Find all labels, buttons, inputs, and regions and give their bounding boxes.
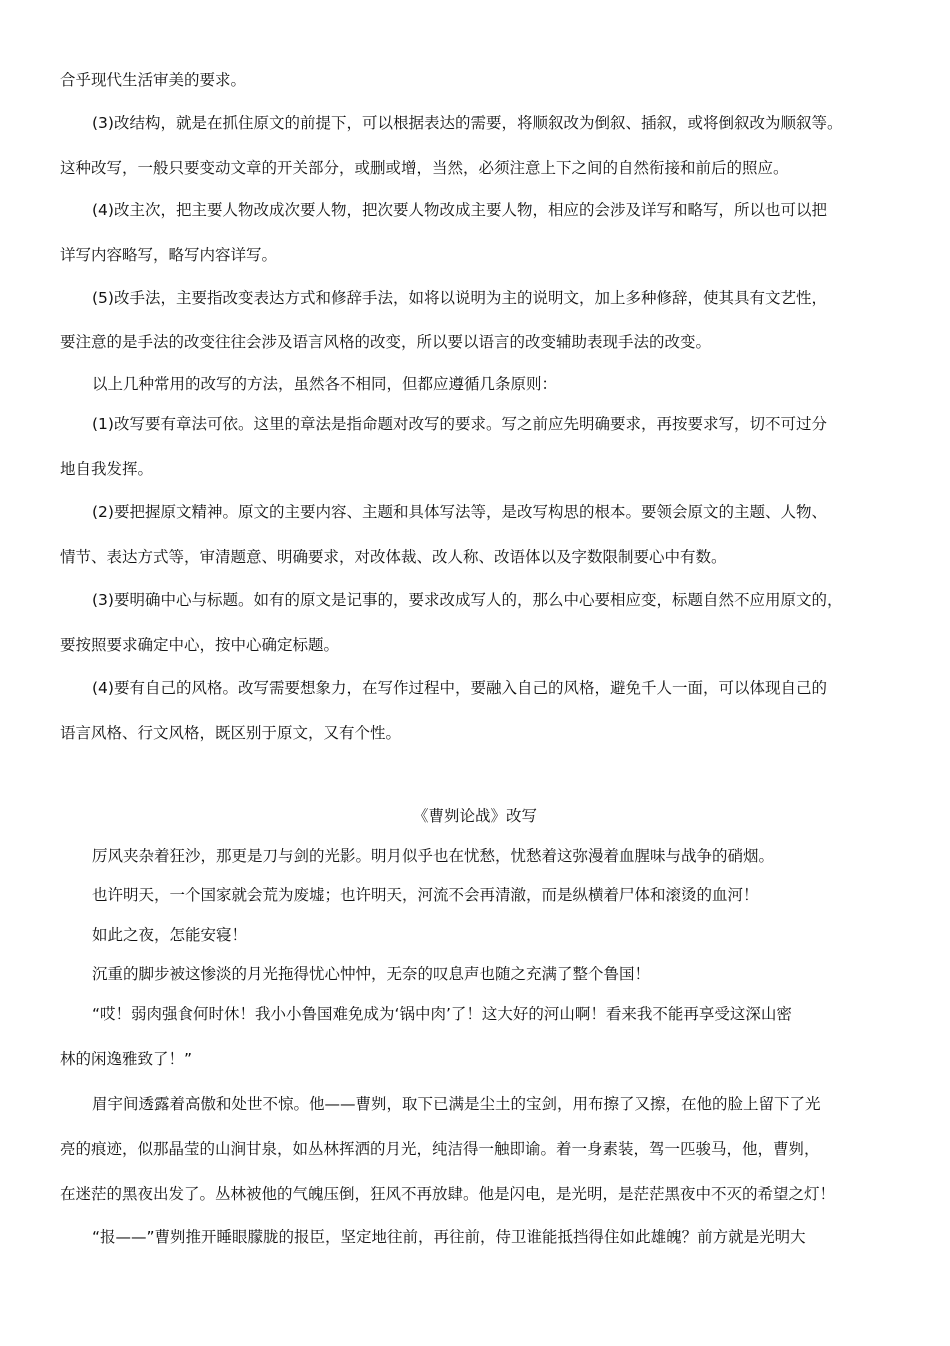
paragraph-line: 如此之夜，怎能安寝！ xyxy=(92,926,248,944)
essay-title: 《曹刿论战》改写 xyxy=(412,807,537,825)
paragraph-line: 详写内容略写，略写内容详写。 xyxy=(60,246,278,264)
paragraph-line: 要按照要求确定中心，按中心确定标题。 xyxy=(60,636,340,654)
paragraph-line: (4)要有自己的风格。改写需要想象力，在写作过程中，要融入自己的风格，避免千人一面，可以体现自己的 xyxy=(92,679,827,697)
paragraph-line: “报——”曹刿推开睡眼朦胧的报臣，坚定地往前，再往前，侍卫谁能抵挡得住如此雄魄？前方就是光明大 xyxy=(92,1228,806,1246)
paragraph-line: 厉风夹杂着狂沙，那更是刀与剑的光影。明月似乎也在忧愁，忧愁着这弥漫着血腥味与战争的硝烟。 xyxy=(92,847,775,865)
paragraph-line: 沉重的脚步被这惨淡的月光拖得忧心忡忡，无奈的叹息声也随之充满了整个鲁国！ xyxy=(92,965,651,983)
paragraph-line: 眉宇间透露着高傲和处世不惊。他——曹刿，取下已满是尘土的宝剑，用布擦了又擦，在他的脸上留下了光 xyxy=(92,1095,821,1113)
paragraph-line: 在迷茫的黑夜出发了。丛林被他的气魄压倒，狂风不再放肆。他是闪电，是光明，是茫茫黑夜中不灭的希望之灯！ xyxy=(60,1185,836,1203)
paragraph-line: (2)要把握原文精神。原文的主要内容、主题和具体写法等，是改写构思的根本。要领会原文的主题、人物、 xyxy=(92,503,827,521)
paragraph-line: (3)改结构，就是在抓住原文的前提下，可以根据表达的需要，将顺叙改为倒叙、插叙，或将倒叙改为顺叙等。 xyxy=(92,114,843,132)
paragraph-line: (5)改手法，主要指改变表达方式和修辞手法，如将以说明为主的说明文，加上多种修辞，使其具有文艺性， xyxy=(92,289,827,307)
paragraph-line: 亮的痕迹，似那晶莹的山涧甘泉，如丛林挥洒的月光，纯洁得一触即谕。着一身素装，驾一匹骏马，他，曹刿， xyxy=(60,1140,820,1158)
paragraph-line: (1)改写要有章法可依。这里的章法是指命题对改写的要求。写之前应先明确要求，再按要求写，切不可过分 xyxy=(92,415,827,433)
paragraph-line: (3)要明确中心与标题。如有的原文是记事的，要求改成写人的，那么中心要相应变，标题自然不应用原文的， xyxy=(92,591,843,609)
paragraph-line: 情节、表达方式等，审清题意、明确要求，对改体裁、改人称、改语体以及字数限制要心中有数。 xyxy=(60,548,727,566)
paragraph-line: 要注意的是手法的改变往往会涉及语言风格的改变，所以要以语言的改变辅助表现手法的改变。 xyxy=(60,333,712,351)
paragraph-line: (4)改主次，把主要人物改成次要人物，把次要人物改成主要人物，相应的会涉及详写和略写，所以也可以把 xyxy=(92,201,827,219)
paragraph-line: 也许明天，一个国家就会荒为废墟；也许明天，河流不会再清澈，而是纵横着尸体和滚烫的血河！ xyxy=(92,886,759,904)
paragraph-line: 合乎现代生活审美的要求。 xyxy=(60,71,247,89)
paragraph-line: 以上几种常用的改写的方法，虽然各不相同，但都应遵循几条原则： xyxy=(92,375,558,393)
paragraph-line: 林的闲逸雅致了！” xyxy=(60,1050,193,1068)
paragraph-line: “哎！弱肉强食何时休！我小小鲁国难免成为‘锅中肉’了！这大好的河山啊！看来我不能再享受这深山密 xyxy=(92,1005,792,1023)
paragraph-line: 地自我发挥。 xyxy=(60,460,154,478)
paragraph-line: 这种改写，一般只要变动文章的开关部分，或删或增，当然，必须注意上下之间的自然衔接和前后的照应。 xyxy=(60,159,789,177)
paragraph-line: 语言风格、行文风格，既区别于原文，又有个性。 xyxy=(60,724,402,742)
